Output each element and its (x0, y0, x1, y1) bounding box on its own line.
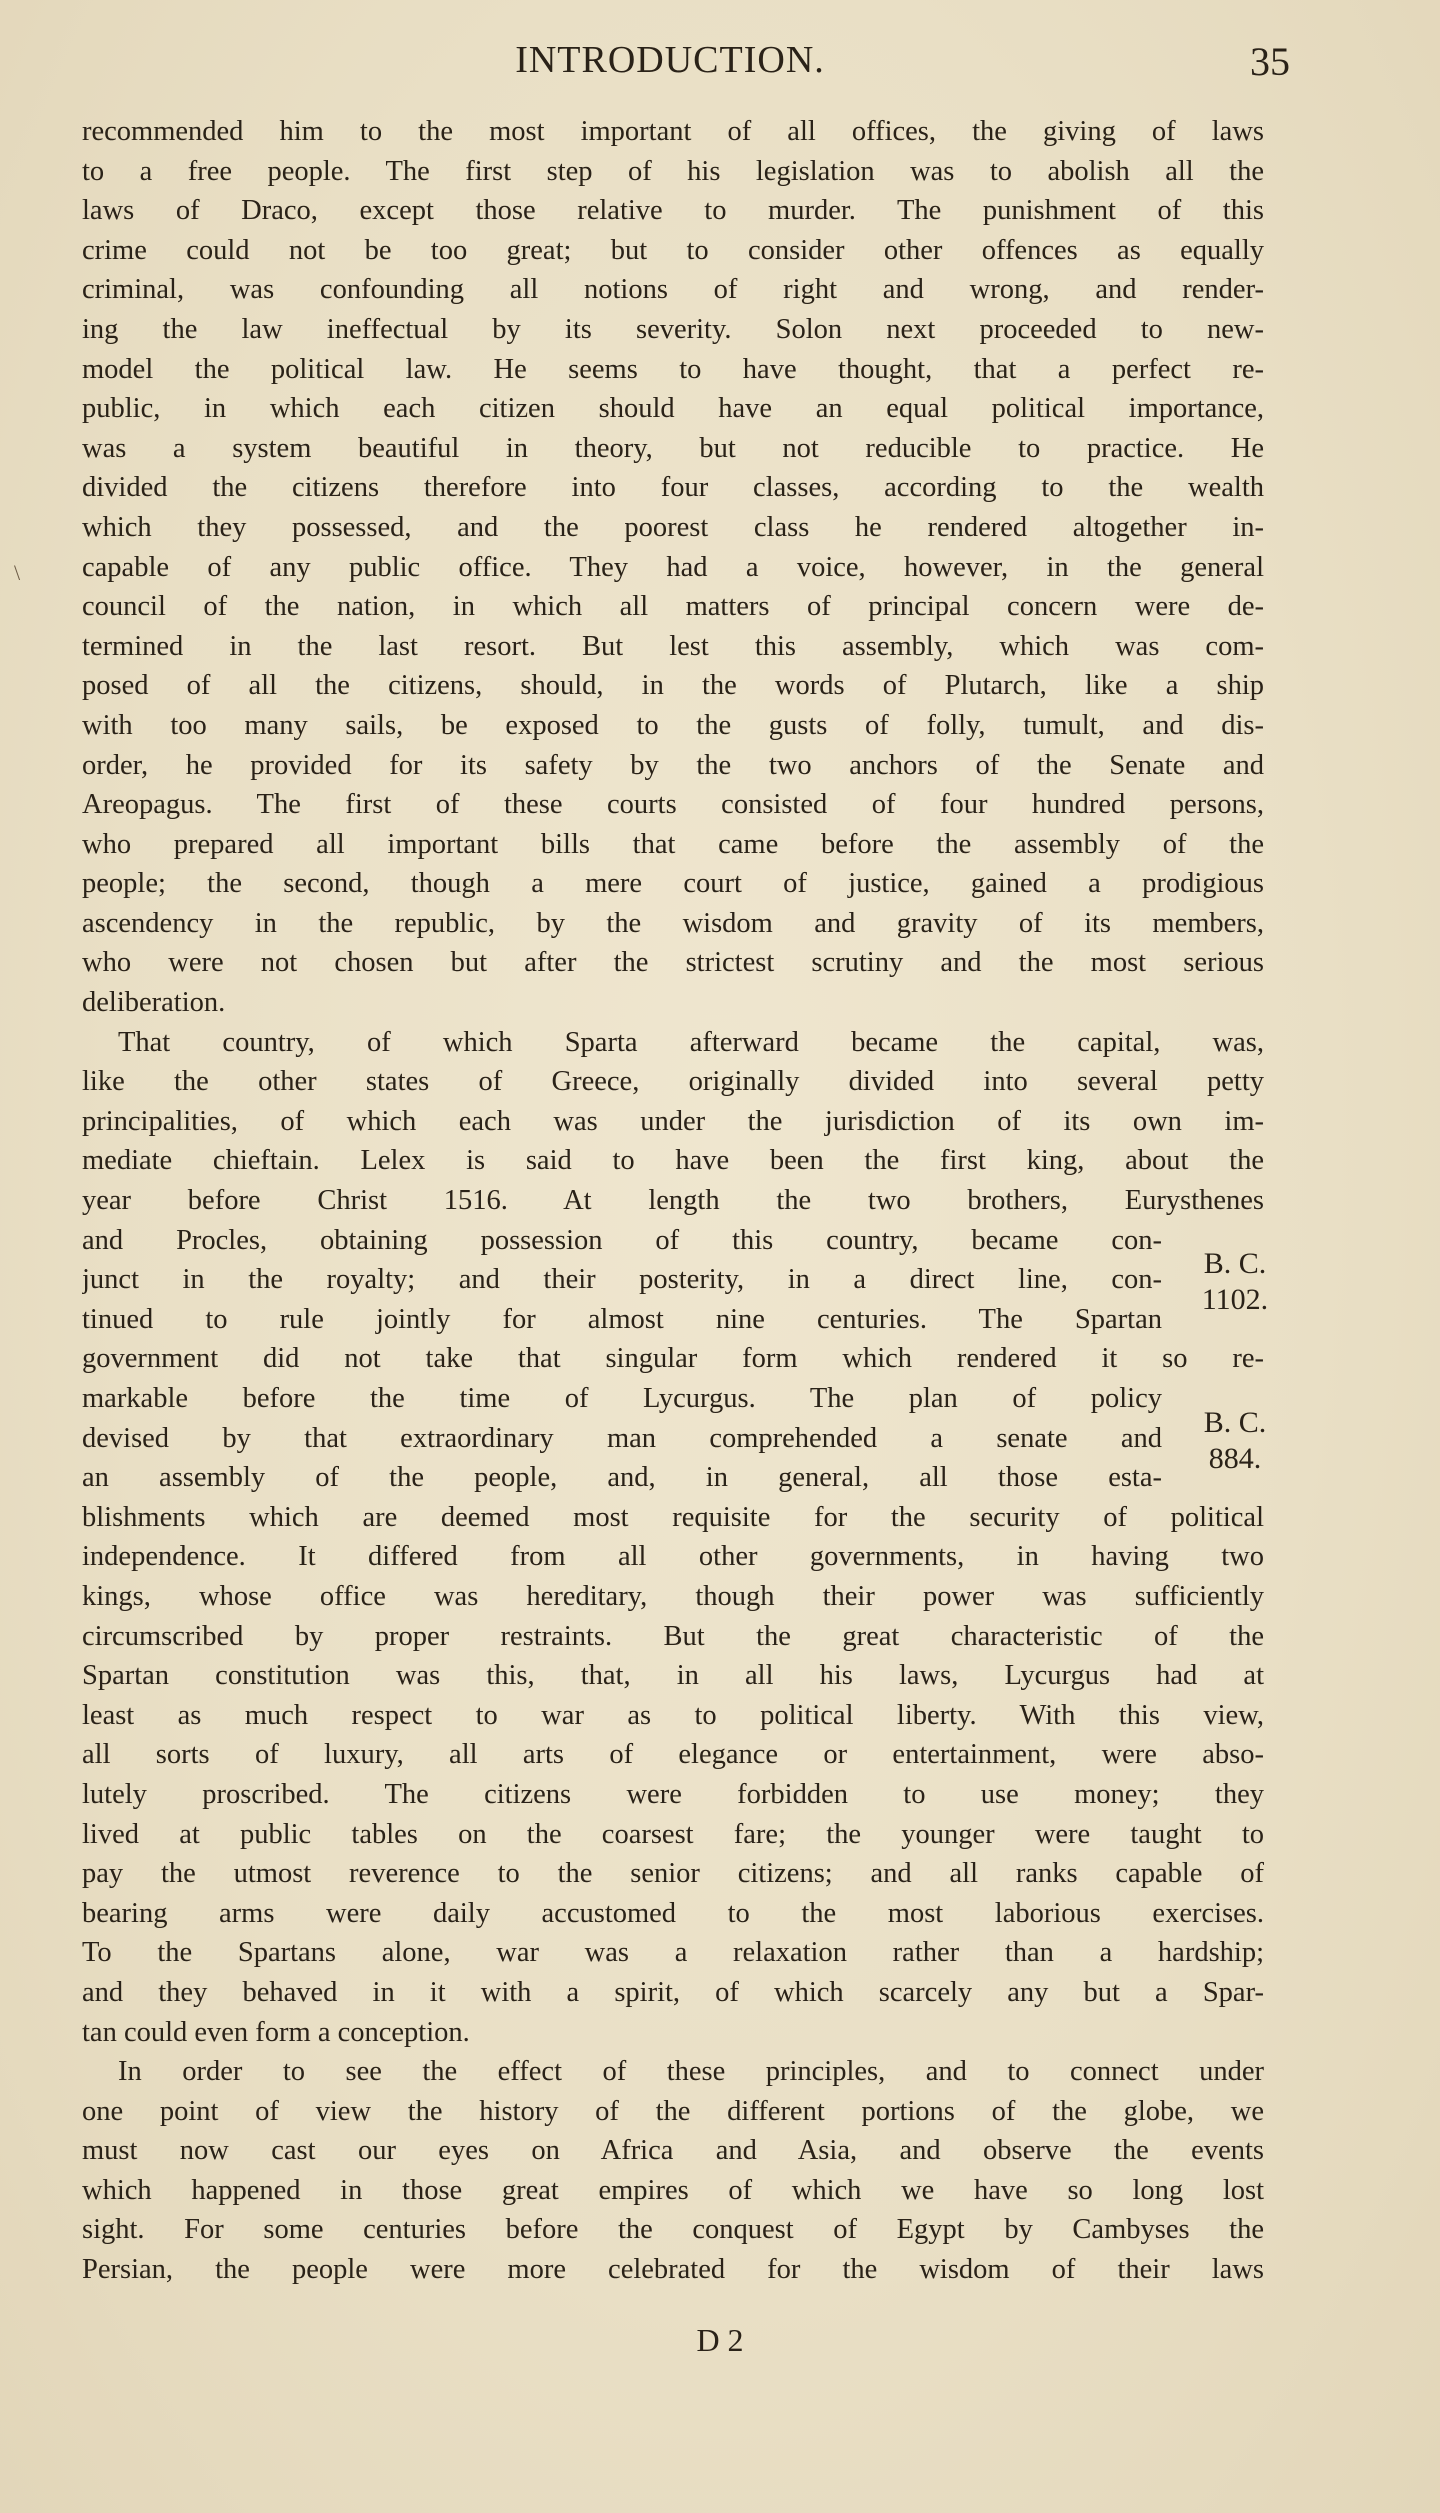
text-line: lived at public tables on the coarsest fare; the younger were taught to (82, 1818, 1264, 1850)
text-line: to a free people. The first step of his legislation was to abolish all the (82, 155, 1264, 187)
text-line: ascendency in the republic, by the wisdom and gravity of its members, (82, 907, 1264, 939)
text-line: principalities, of which each was under the jurisdiction of its own im- (82, 1105, 1264, 1137)
margin-date-note (1200, 1246, 1270, 1318)
text-line: order, he provided for its safety by the two anchors of the Senate and (82, 749, 1264, 781)
text-line: least as much respect to war as to political liberty. With this view, (82, 1699, 1264, 1731)
text-line: year before Christ 1516. At length the two brothers, Eurysthenes (82, 1185, 1264, 1217)
text-line: sight. For some centuries before the conquest of Egypt by Cambyses the (82, 2214, 1264, 2246)
margin-date-note (1200, 1405, 1270, 1477)
text-line: tinued to rule jointly for almost nine centuries. The Spartan (82, 1303, 1162, 1335)
page-header (80, 38, 1290, 88)
text-line: must now cast our eyes on Africa and Asia, and observe the events (82, 2135, 1264, 2167)
text-line: recommended him to the most important of all offices, the giving of laws (82, 116, 1264, 147)
text-line: independence. It differed from all other governments, in having two (82, 1541, 1264, 1573)
text-line: markable before the time of Lycurgus. The plan of policy (82, 1383, 1162, 1414)
text-line: and Procles, obtaining possession of this country, became con- (82, 1224, 1162, 1256)
text-line: divided the citizens therefore into four classes, according to the wealth (82, 472, 1264, 504)
text-line: devised by that extraordinary man comprehended a senate and (82, 1422, 1162, 1454)
text-line: mediate chieftain. Lelex is said to have been the first king, about the (82, 1145, 1264, 1177)
text-line: people; the second, though a mere court of justice, gained a prodigious (82, 868, 1264, 900)
text-line: like the other states of Greece, originally divided into several petty (82, 1066, 1264, 1098)
text-line: To the Spartans alone, war was a relaxation rather than a hardship; (82, 1937, 1264, 1969)
text-line: tan could even form a conception. (82, 2016, 470, 2048)
text-line: all sorts of luxury, all arts of elegance or entertainment, were abso- (82, 1739, 1264, 1771)
margin-date-year: 1102. (1201, 1283, 1269, 1316)
text-line: deliberation. (82, 987, 226, 1019)
margin-date-label: B. C. (1203, 1406, 1267, 1439)
text-line: crime could not be too great; but to consider other offences as equally (82, 234, 1264, 266)
body-text (82, 112, 1264, 2290)
text-line: criminal, was confounding all notions of right and wrong, and render- (82, 274, 1264, 306)
text-line: blishments which are deemed most requisite for the security of political (82, 1501, 1264, 1533)
page-number: 35 (1250, 39, 1290, 84)
text-line: public, in which each citizen should have an equal political importance, (82, 393, 1264, 425)
text-line: Spartan constitution was this, that, in all his laws, Lycurgus had at (82, 1660, 1264, 1692)
text-line: termined in the last resort. But lest this assembly, which was com- (82, 630, 1264, 662)
text-line: with too many sails, be exposed to the gusts of folly, tumult, and dis- (82, 709, 1264, 741)
text-line: circumscribed by proper restraints. But the great characteristic of the (82, 1620, 1264, 1652)
margin-mark: \ (14, 560, 21, 585)
text-line: bearing arms were daily accustomed to the most laborious exercises. (82, 1897, 1264, 1929)
text-line: junct in the royalty; and their posterity, in a direct line, con- (82, 1264, 1162, 1296)
text-line: and they behaved in it with a spirit, of which scarcely any but a Spar- (82, 1976, 1264, 2008)
signature-mark: D 2 (696, 2322, 744, 2358)
text-line: an assembly of the people, and, in general, all those esta- (82, 1462, 1162, 1494)
text-line: which they possessed, and the poorest class he rendered altogether in- (82, 511, 1264, 543)
text-line: capable of any public office. They had a voice, however, in the general (82, 551, 1264, 583)
text-line: pay the utmost reverence to the senior citizens; and all ranks capable of (82, 1858, 1264, 1890)
text-line: Areopagus. The first of these courts consisted of four hundred persons, (82, 789, 1264, 821)
text-line: lutely proscribed. The citizens were forbidden to use money; they (82, 1778, 1264, 1810)
text-line: one point of view the history of the different portions of the globe, we (82, 2095, 1264, 2127)
text-line: model the political law. He seems to have thought, that a perfect re- (82, 353, 1264, 385)
text-line: government did not take that singular form which rendered it so re- (82, 1343, 1264, 1375)
text-line: laws of Draco, except those relative to murder. The punishment of this (82, 195, 1264, 227)
margin-date-year: 884. (1208, 1442, 1262, 1475)
margin-date-label: B. C. (1203, 1247, 1267, 1280)
text-line: That country, of which Sparta afterward became the capital, was, (118, 1026, 1264, 1058)
text-line: In order to see the effect of these principles, and to connect under (118, 2056, 1264, 2088)
running-head: INTRODUCTION. (515, 39, 825, 81)
text-line: was a system beautiful in theory, but not reducible to practice. He (82, 432, 1264, 464)
text-line: council of the nation, in which all matters of principal concern were de- (82, 591, 1264, 623)
text-line: who were not chosen but after the strictest scrutiny and the most serious (82, 947, 1264, 979)
text-line: kings, whose office was hereditary, though their power was sufficiently (82, 1580, 1264, 1612)
text-line: which happened in those great empires of which we have so long lost (82, 2174, 1264, 2206)
text-line: Persian, the people were more celebrated for the wisdom of their laws (82, 2254, 1264, 2286)
text-line: who prepared all important bills that came before the assembly of the (82, 828, 1264, 860)
text-line: ing the law ineffectual by its severity. Solon next proceeded to new- (82, 313, 1264, 345)
text-line: posed of all the citizens, should, in the words of Plutarch, like a ship (82, 670, 1264, 702)
